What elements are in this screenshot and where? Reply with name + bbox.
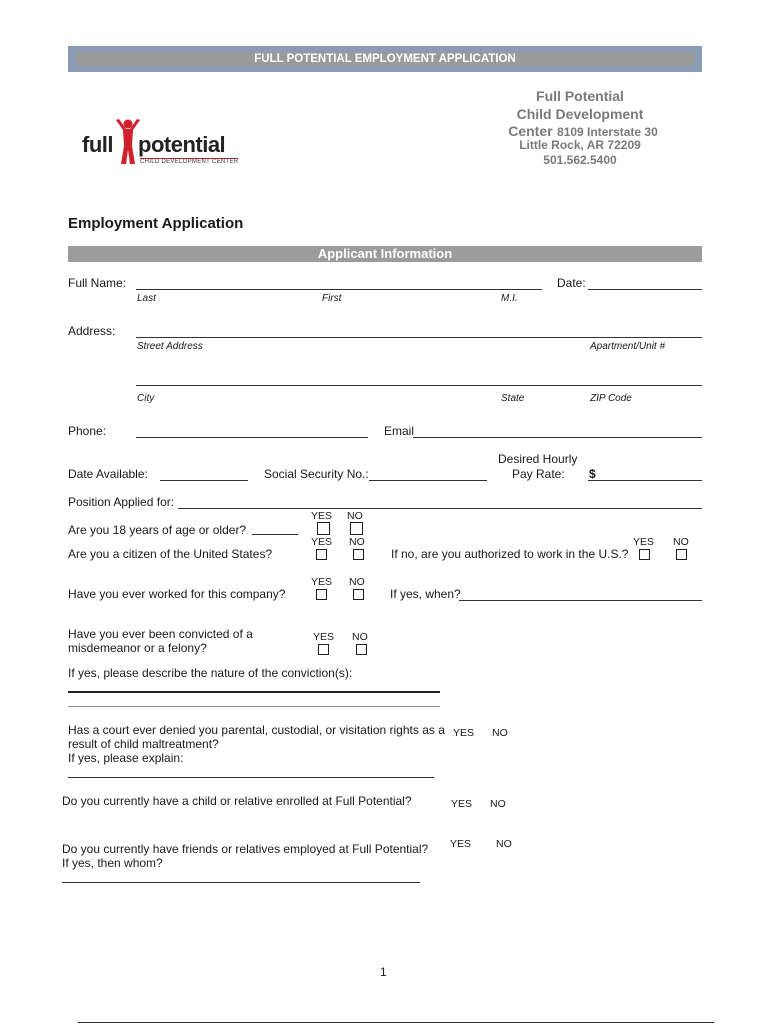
- child-yes-label[interactable]: YES: [451, 798, 473, 810]
- citizen-no-checkbox[interactable]: [353, 549, 364, 560]
- apt-caption: Apartment/Unit #: [590, 341, 666, 352]
- pay-rate-field[interactable]: [588, 480, 702, 481]
- mi-caption: M.I.: [501, 293, 518, 304]
- conviction-line-2[interactable]: [68, 706, 440, 707]
- question-convicted-1: Have you ever been convicted of a: [68, 627, 253, 641]
- city-caption: City: [137, 393, 155, 404]
- friends-no-label[interactable]: NO: [496, 838, 512, 850]
- citizen-yes-label: YES: [311, 536, 333, 548]
- question-citizen: Are you a citizen of the United States?: [68, 547, 273, 561]
- question-age: Are you 18 years of age or older?: [68, 523, 247, 537]
- logo-word-full: full: [82, 132, 113, 157]
- describe-conviction-label: If yes, please describe the nature of the conviction(s):: [68, 666, 353, 680]
- full-name-label: Full Name:: [68, 276, 127, 290]
- org-city: Little Rock, AR 72209: [519, 138, 641, 152]
- authorized-no-label: NO: [673, 536, 689, 548]
- worked-yes-checkbox[interactable]: [316, 589, 327, 600]
- org-street: 8109 Interstate 30: [557, 125, 658, 139]
- dollar-sign: $: [589, 467, 596, 481]
- banner-title: FULL POTENTIAL EMPLOYMENT APPLICATION: [76, 52, 694, 66]
- authorized-yes-checkbox[interactable]: [639, 549, 650, 560]
- question-court-3: If yes, please explain:: [68, 751, 184, 765]
- email-field[interactable]: [413, 437, 702, 438]
- position-label: Position Applied for:: [68, 495, 175, 509]
- logo: [80, 118, 260, 168]
- question-authorized: If no, are you authorized to work in the U.S.?: [391, 547, 629, 561]
- question-friends-1: Do you currently have friends or relatives employed at Full Potential?: [62, 842, 429, 856]
- question-worked: Have you ever worked for this company?: [68, 587, 286, 601]
- friends-yes-label[interactable]: YES: [450, 838, 472, 850]
- friends-whom-line[interactable]: [62, 882, 420, 883]
- convicted-yes-checkbox[interactable]: [318, 644, 329, 655]
- authorized-no-checkbox[interactable]: [676, 549, 687, 560]
- worked-no-label: NO: [349, 576, 365, 588]
- desired-pay-label-2: Pay Rate:: [512, 467, 565, 481]
- when-label: If yes, when?: [390, 587, 461, 601]
- first-caption: First: [322, 293, 342, 304]
- phone-field[interactable]: [136, 437, 368, 438]
- email-label: Email: [384, 424, 415, 438]
- convicted-no-label: NO: [352, 631, 368, 643]
- question-friends-2: If yes, then whom?: [62, 856, 163, 870]
- org-center: Center: [508, 123, 553, 139]
- question-court-1: Has a court ever denied you parental, custodial, or visitation rights as a: [68, 723, 445, 737]
- date-available-label: Date Available:: [68, 467, 148, 481]
- worked-yes-label: YES: [311, 576, 333, 588]
- citizen-yes-checkbox[interactable]: [316, 549, 327, 560]
- full-name-field[interactable]: [136, 289, 542, 290]
- street-address-field[interactable]: [136, 337, 702, 338]
- authorized-yes-label: YES: [633, 536, 655, 548]
- court-yes-label[interactable]: YES: [453, 727, 475, 739]
- age-yes-label: YES: [311, 510, 333, 522]
- footer-rule: [78, 1022, 714, 1023]
- court-no-label[interactable]: NO: [492, 727, 508, 739]
- age-answer-line: [252, 534, 298, 535]
- age-no-label: NO: [347, 510, 363, 522]
- state-caption: State: [501, 393, 525, 404]
- ssn-field[interactable]: [369, 480, 487, 481]
- last-caption: Last: [137, 293, 156, 304]
- position-field[interactable]: [178, 508, 702, 509]
- section-applicant-information: Applicant Information: [68, 246, 702, 262]
- date-label: Date:: [557, 276, 586, 290]
- document-title: Employment Application: [68, 215, 244, 232]
- date-field[interactable]: [588, 289, 702, 290]
- logo-word-potential: potential: [138, 132, 226, 157]
- age-yes-checkbox[interactable]: [317, 522, 330, 535]
- logo-subtitle: CHILD DEVELOPMENT CENTER: [140, 159, 239, 165]
- when-field[interactable]: [459, 600, 702, 601]
- question-child-enrolled: Do you currently have a child or relative enrolled at Full Potential?: [62, 794, 412, 808]
- city-state-zip-field[interactable]: [136, 385, 702, 386]
- child-no-label[interactable]: NO: [490, 798, 506, 810]
- org-line2: Child Development: [516, 106, 644, 122]
- citizen-no-label: NO: [349, 536, 365, 548]
- zip-caption: ZIP Code: [590, 393, 632, 404]
- street-caption: Street Address: [137, 341, 203, 352]
- age-no-checkbox[interactable]: [350, 522, 363, 535]
- court-explain-line[interactable]: [68, 777, 434, 778]
- question-court-2: result of child maltreatment?: [68, 737, 219, 751]
- header-banner: [68, 46, 702, 72]
- org-phone: 501.562.5400: [543, 153, 617, 167]
- convicted-no-checkbox[interactable]: [356, 644, 367, 655]
- phone-label: Phone:: [68, 424, 107, 438]
- org-name: Full Potential: [536, 88, 624, 104]
- convicted-yes-label: YES: [313, 631, 335, 643]
- conviction-line-1[interactable]: [68, 691, 440, 693]
- desired-pay-label-1: Desired Hourly: [498, 452, 578, 466]
- worked-no-checkbox[interactable]: [353, 589, 364, 600]
- question-convicted-2: misdemeanor or a felony?: [68, 641, 207, 655]
- address-label: Address:: [68, 324, 116, 338]
- page-number: 1: [380, 965, 387, 979]
- date-available-field[interactable]: [160, 480, 248, 481]
- ssn-label: Social Security No.:: [264, 467, 369, 481]
